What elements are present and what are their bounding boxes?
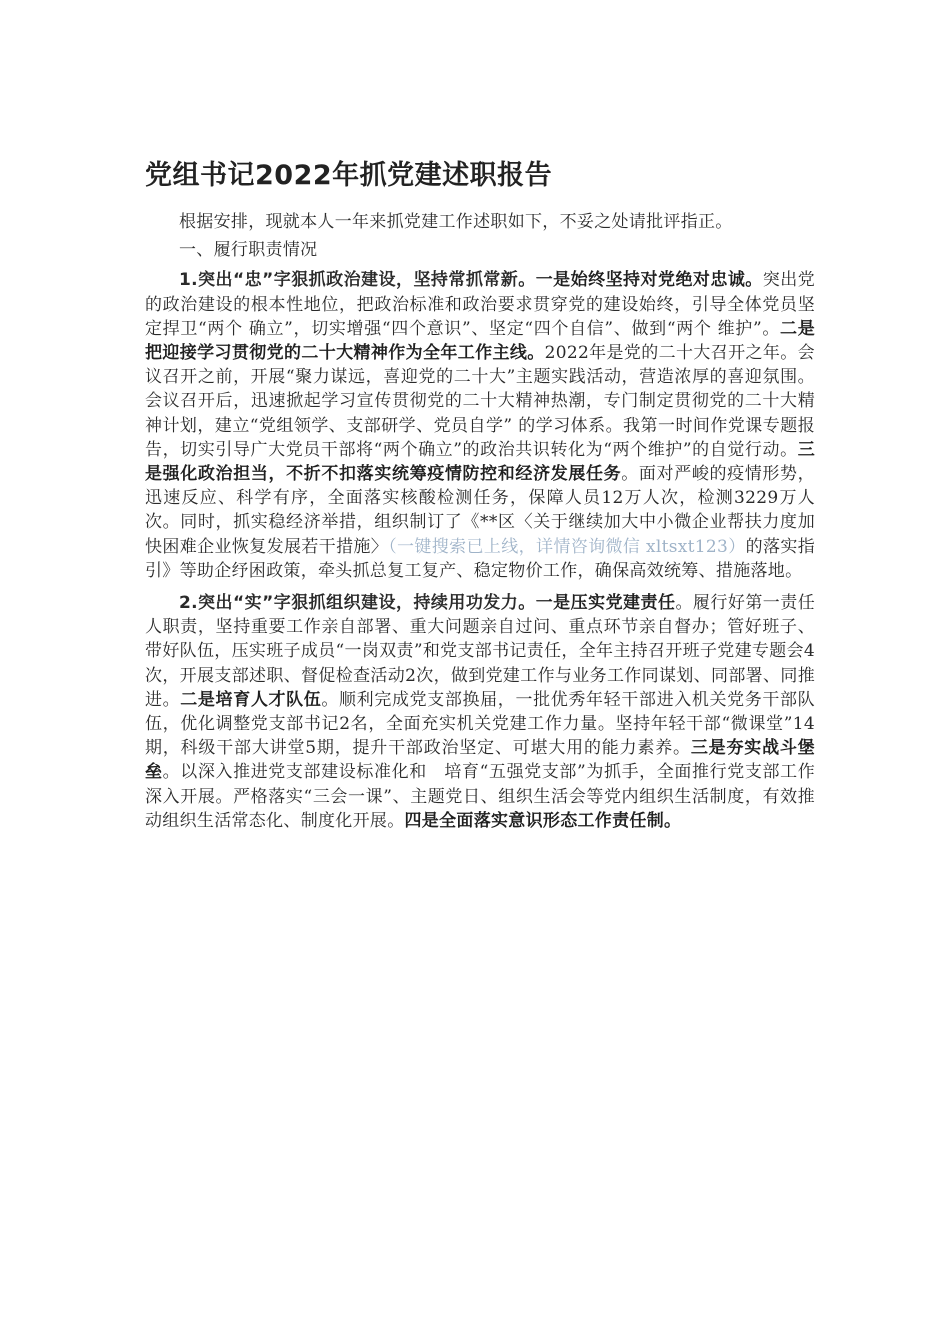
intro-paragraph: 根据安排，现就本人一年来抓党建工作述职如下，不妥之处请批评指正。 xyxy=(179,212,733,232)
section-heading: 一、履行职责情况 xyxy=(179,240,318,261)
emphasis-text: 三是夯实战斗堡垒 xyxy=(145,738,815,783)
body-text: 。履行好第一责任人职责，坚持重要工作亲自部署、重大问题亲自过问、重点环节亲自督办；管好班子、带好队伍，压实班子成员“一岗双责”和党支部书记责任，全年主持召开班子党建专题会4次，开展支部述职、督促检查活动2次，做到党建工作与业务工作同谋划、同部署、同推进。 xyxy=(145,593,816,710)
document-body xyxy=(145,210,815,833)
body-text: 突出党的政治建设的根本性地位，把政治标准和政治要求贯穿党的建设始终，引导全体党员坚定捍卫“两个 确立”，切实增强“四个意识”、坚定“四个自信”、做到“两个 维护”。 xyxy=(145,270,816,339)
subsection-heading: 1.突出“忠”字狠抓政治建设，坚持常抓常新。 xyxy=(179,270,536,291)
document-title: 党组书记2022年抓党建述职报告 xyxy=(145,160,553,191)
body-text: 的落实指引》等助企纾困政策，牵头抓总复工复产、稳定物价工作，确保高效统筹、措施落地。 xyxy=(145,536,816,581)
body-text: 2022年是党的二十大召开之年。会议召开之前，开展“聚力谋远，喜迎党的二十大”主题实践活动，营造浓厚的喜迎氛围。会议召开后，迅速掀起学习宣传贯彻党的二十大精神热潮，专门制定贯彻党的二十大精神计划，建立“党组领学、支部研学、党员自学” 的学习体系。我第一时间作党课专题报告，切实引导广大党员干部将“两个确立”的政治共识转化为“两个维护”的自觉行动。 xyxy=(145,343,815,460)
watermark-ad-text: （一键搜索已上线，详情咨询微信 xltsxt123） xyxy=(388,536,746,557)
emphasis-text: 一是始终坚持对党绝对忠诚。 xyxy=(535,270,763,291)
body-text: 。以深入推进党支部建设标准化和 培育“五强党支部”为抓手，全面推行党支部工作深入开展。严格落实“三会一课”、主题党日、组织生活会等党内组织生活制度，有效推动组织生活常态化、制度化开展。 xyxy=(145,762,815,831)
emphasis-text: 二是把迎接学习贯彻党的二十大精神作为全年工作主线。 xyxy=(145,318,815,364)
subsection-heading: 2.突出“实”字狠抓组织建设，持续用功发力。 xyxy=(179,593,536,614)
emphasis-text: 三是强化政治担当，不折不扣落实统筹疫情防控和经济发展任务 xyxy=(145,439,815,485)
paragraph-organization-building xyxy=(145,591,815,833)
emphasis-text: 四是全面落实意识形态工作责任制。 xyxy=(404,810,682,831)
body-text: 。面对严峻的疫情形势，迅速反应、科学有序，全面落实核酸检测任务，保障人员12万人次，检测3229万人次。同时，抓实稳经济举措，组织制订了《**区〈关于继续加大中小微企业帮扶力度加快困难企业恢复发展若干措施〉 xyxy=(145,464,815,557)
emphasis-text: 一是压实党建责任 xyxy=(535,593,676,614)
paragraph-political-building xyxy=(145,268,815,583)
body-text: 。顺利完成党支部换届，一批优秀年轻干部进入机关党务干部队伍，优化调整党支部书记2名，全面充实机关党建工作力量。坚持年轻干部“微课堂”14期，科级干部大讲堂5期，提升干部政治坚定、可堪大用的能力素养。 xyxy=(145,689,815,759)
emphasis-text: 二是培育人才队伍 xyxy=(180,689,322,710)
